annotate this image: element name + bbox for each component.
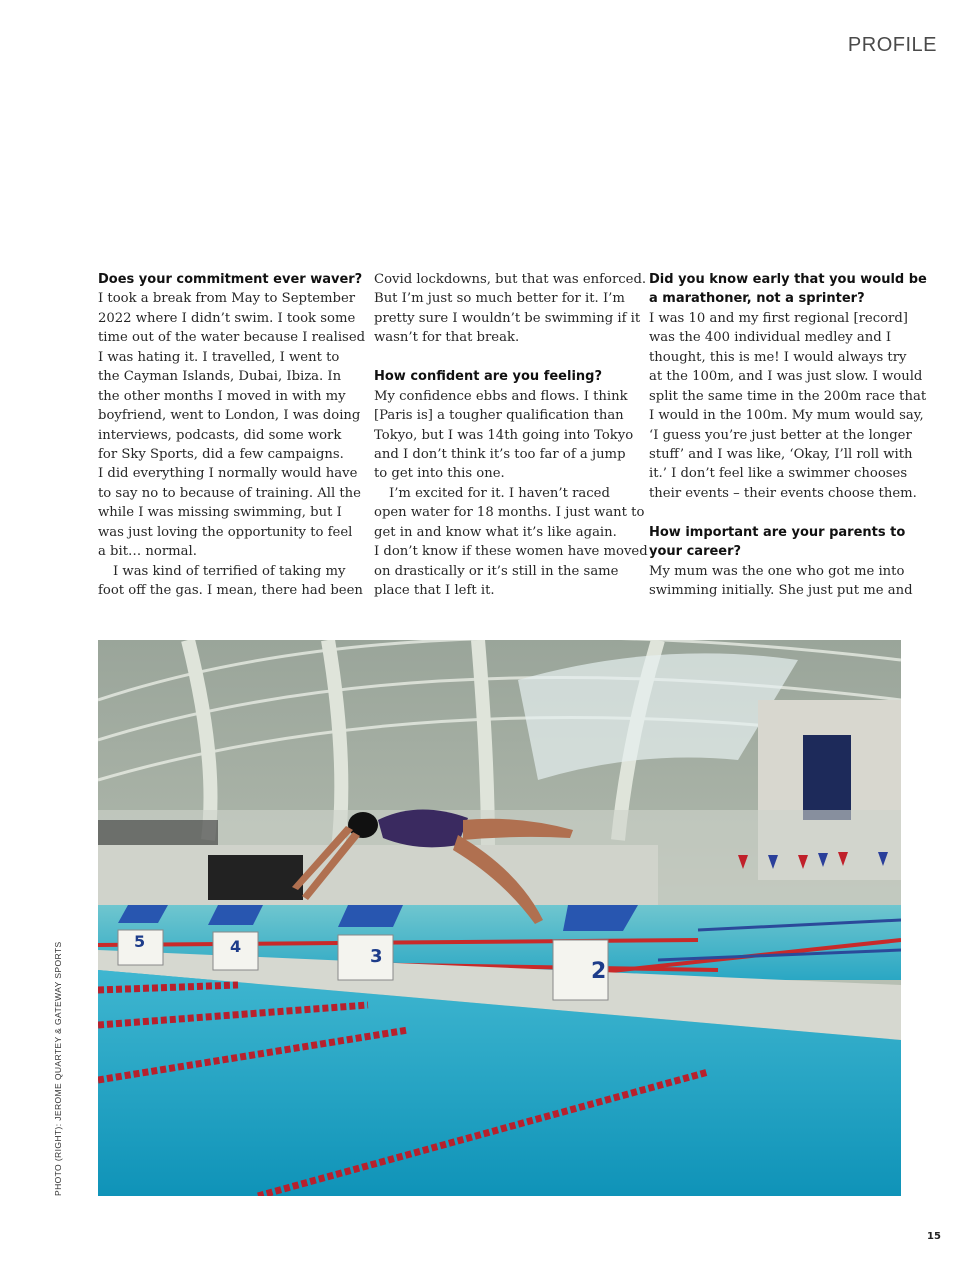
body-text-line: on drastically or it’s still in the same [374,563,619,579]
article-column-2 [374,270,648,600]
paragraph-spacer [374,348,636,367]
pool-diving-photo [98,640,901,1196]
section-label: PROFILE [847,34,937,56]
body-text-line: I don’t know if these women have moved [374,544,648,560]
body-text-line: [Paris is] a tougher qualification than [374,408,624,424]
photo-credit: PHOTO (RIGHT): JEROME QUARTEY & GATEWAY SPORTS [53,941,63,1196]
question-heading-line: Does your commitment ever waver? [98,272,363,287]
lane-number-2: 2 [591,959,607,984]
body-text-line: was the 400 individual medley and I [649,330,892,346]
body-text-line: a bit… normal. [98,544,197,560]
body-text-line: But I’m just so much better for it. I’m [374,291,625,307]
body-text-line: to say no to because of training. All the [98,485,361,501]
body-text-line: I was hating it. I travelled, I went to [98,349,340,365]
body-text-line: the Cayman Islands, Dubai, Ibiza. In [98,369,342,385]
body-text-line: My mum was the one who got me into [649,563,905,579]
body-text-line: I’m excited for it. I haven’t raced [389,485,610,501]
body-text-line: I was 10 and my first regional [record] [649,310,908,326]
body-text-line: ‘I guess you’re just better at the longer [649,427,912,443]
body-text-line: Tokyo, but I was 14th going into Tokyo [374,427,634,443]
question-heading-line: your career? [649,544,742,560]
scoreboard [98,820,218,845]
body-text-line: for Sky Sports, did a few campaigns. [98,446,344,462]
body-text-line: 2022 where I didn’t swim. I took some [98,310,356,326]
body-text-line: split the same time in the 200m race that [649,388,927,404]
body-text-line: I would in the 100m. My mum would say, [649,408,924,424]
lane-number-4: 4 [230,937,242,956]
body-text-line: at the 100m, and I was just slow. I would [649,369,923,385]
body-text-line: interviews, podcasts, did some work [98,427,342,443]
body-text-line: was just loving the opportunity to feel [98,524,353,540]
question-heading-line: a marathoner, not a sprinter? [649,291,865,307]
body-text-line: foot off the gas. I mean, there had been [98,583,363,598]
body-text-line: place that I left it. [374,583,495,598]
body-text-line: get in and know what it’s like again. [374,524,617,540]
question-heading-line: Did you know early that you would be [649,272,927,287]
sponsor-board [208,855,303,900]
lane-number-5: 5 [134,932,146,951]
question-heading-line: How important are your parents to [649,524,906,540]
body-text-line: to get into this one. [374,466,505,482]
body-text-line: their events – their events choose them. [649,485,917,501]
body-text-line: while I was missing swimming, but I [98,505,342,521]
poolside-wall [98,845,658,905]
question-heading-line: How confident are you feeling? [374,369,603,385]
body-text-line: Covid lockdowns, but that was enforced. [374,272,647,287]
body-text-line: I took a break from May to September [98,291,356,307]
page-number: 15 [927,1231,941,1242]
article-column-3 [649,270,927,600]
body-text-line: time out of the water because I realised [98,330,366,346]
body-text-line: the other months I moved in with my [98,388,346,404]
body-text-line: I did everything I normally would have [98,466,358,482]
body-text-line: swimming initially. She just put me and [649,583,913,598]
body-text-line: stuff’ and I was like, ‘Okay, I’ll roll with [649,446,913,462]
body-text-line: My confidence ebbs and flows. I think [374,388,628,404]
body-text-line: open water for 18 months. I just want to [374,505,645,521]
lane-number-3: 3 [370,946,383,967]
body-text-line: wasn’t for that break. [374,330,520,346]
pool-photo-illustration [98,640,901,1196]
body-text-line: thought, this is me! I would always try [649,349,907,365]
body-text-line: and I don’t think it’s too far of a jump [374,446,626,462]
body-text-line: pretty sure I wouldn’t be swimming if it [374,310,641,326]
body-text-line: boyfriend, went to London, I was doing [98,408,361,424]
wall-banner [803,735,851,820]
article-column-1 [98,270,366,600]
body-text-line: I was kind of terrified of taking my [113,563,346,579]
paragraph-spacer [649,503,911,522]
body-text-line: it.’ I don’t feel like a swimmer chooses [649,466,908,482]
